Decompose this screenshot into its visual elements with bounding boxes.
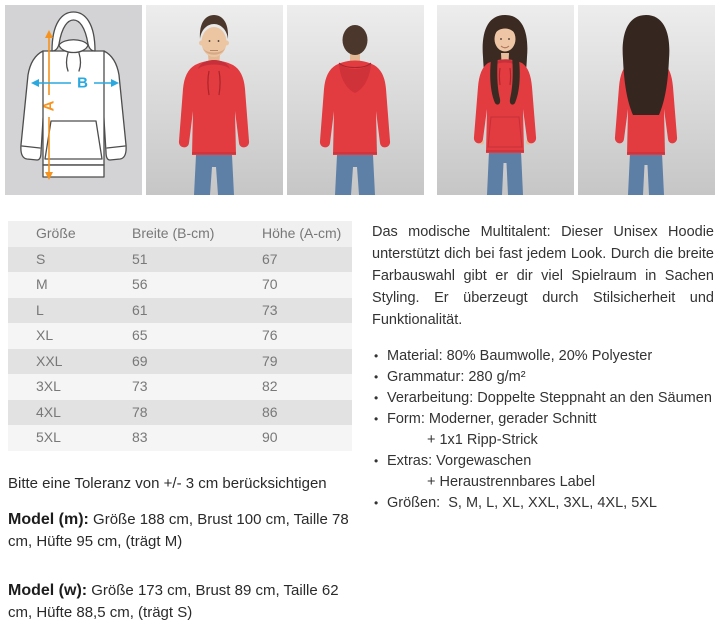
size-table bbox=[8, 221, 352, 451]
male-front-image bbox=[146, 5, 283, 195]
bullet-icon: • bbox=[374, 391, 379, 405]
size-info-column bbox=[8, 221, 352, 624]
female-front-image bbox=[437, 5, 574, 195]
list-item: • Form: Moderner, gerader Schnitt + 1x1 Ripp-Strick bbox=[372, 409, 714, 451]
list-item-subline: + Heraustrennbares Label bbox=[427, 474, 596, 490]
bullet-icon: • bbox=[374, 370, 379, 384]
photo-female-back[interactable] bbox=[578, 5, 715, 195]
col-height: Höhe (A-cm) bbox=[262, 225, 342, 242]
bullet-icon: • bbox=[374, 454, 379, 468]
label-A: A bbox=[40, 100, 58, 112]
list-item: • Verarbeitung: Doppelte Steppnaht an den Säumen bbox=[372, 388, 714, 409]
size-table-header bbox=[8, 221, 352, 247]
product-image-gallery bbox=[0, 0, 720, 195]
male-back-image bbox=[287, 5, 424, 195]
list-item-subline: + 1x1 Ripp-Strick bbox=[427, 432, 538, 448]
list-item: • Material: 80% Baumwolle, 20% Polyester bbox=[372, 346, 714, 367]
table-row: M 56 70 bbox=[8, 272, 352, 298]
table-row: 3XL 73 82 bbox=[8, 374, 352, 400]
list-item: • Größen: S, M, L, XL, XXL, 3XL, 4XL, 5XL bbox=[372, 493, 714, 514]
model-m-text: Größe 188 cm, Brust 100 cm, Taille 78 cm, Hüfte 95 cm, (trägt M) bbox=[8, 510, 349, 550]
label-B: B bbox=[77, 74, 88, 92]
model-m-measurements bbox=[8, 509, 360, 553]
table-row: S 51 67 bbox=[8, 247, 352, 273]
description-column bbox=[372, 221, 714, 514]
tolerance-note: Bitte eine Toleranz von +/- 3 cm berücksichtigen bbox=[8, 474, 327, 492]
model-m-label: Model (m): bbox=[8, 510, 89, 528]
model-w-measurements bbox=[8, 580, 360, 624]
bullet-icon: • bbox=[374, 412, 379, 426]
model-w-text: Größe 173 cm, Brust 89 cm, Taille 62 cm, Hüfte 88,5 cm, (trägt S) bbox=[8, 581, 339, 621]
model-w-label: Model (w): bbox=[8, 581, 88, 599]
table-row: L 61 73 bbox=[8, 298, 352, 324]
hoodie-diagram-image bbox=[5, 5, 142, 195]
photo-male-front[interactable] bbox=[146, 5, 283, 195]
table-row: XL 65 76 bbox=[8, 323, 352, 349]
list-item: • Grammatur: 280 g/m² bbox=[372, 367, 714, 388]
col-size: Größe bbox=[36, 225, 76, 242]
photo-male-back[interactable] bbox=[287, 5, 424, 195]
list-item: • Extras: Vorgewaschen + Heraustrennbares Label bbox=[372, 451, 714, 493]
bullet-icon: • bbox=[374, 349, 379, 363]
table-row: 4XL 78 86 bbox=[8, 400, 352, 426]
hoodie-measurement-diagram[interactable] bbox=[5, 5, 142, 195]
table-row: XXL 69 79 bbox=[8, 349, 352, 375]
product-details bbox=[0, 195, 720, 624]
col-width: Breite (B-cm) bbox=[132, 225, 215, 242]
product-description: Das modische Multitalent: Dieser Unisex Hoodie unterstützt dich bei fast jedem Look. Durch die breite Farbauswahl gibt er dir viel Spielraum in Sachen Styling. Er überzeugt durch Stilsicherheit und Funktionalität. bbox=[372, 224, 714, 328]
bullet-icon: • bbox=[374, 496, 379, 510]
table-row: 5XL 83 90 bbox=[8, 425, 352, 451]
female-back-image bbox=[578, 5, 715, 195]
photo-female-front[interactable] bbox=[437, 5, 574, 195]
feature-list bbox=[372, 346, 714, 514]
